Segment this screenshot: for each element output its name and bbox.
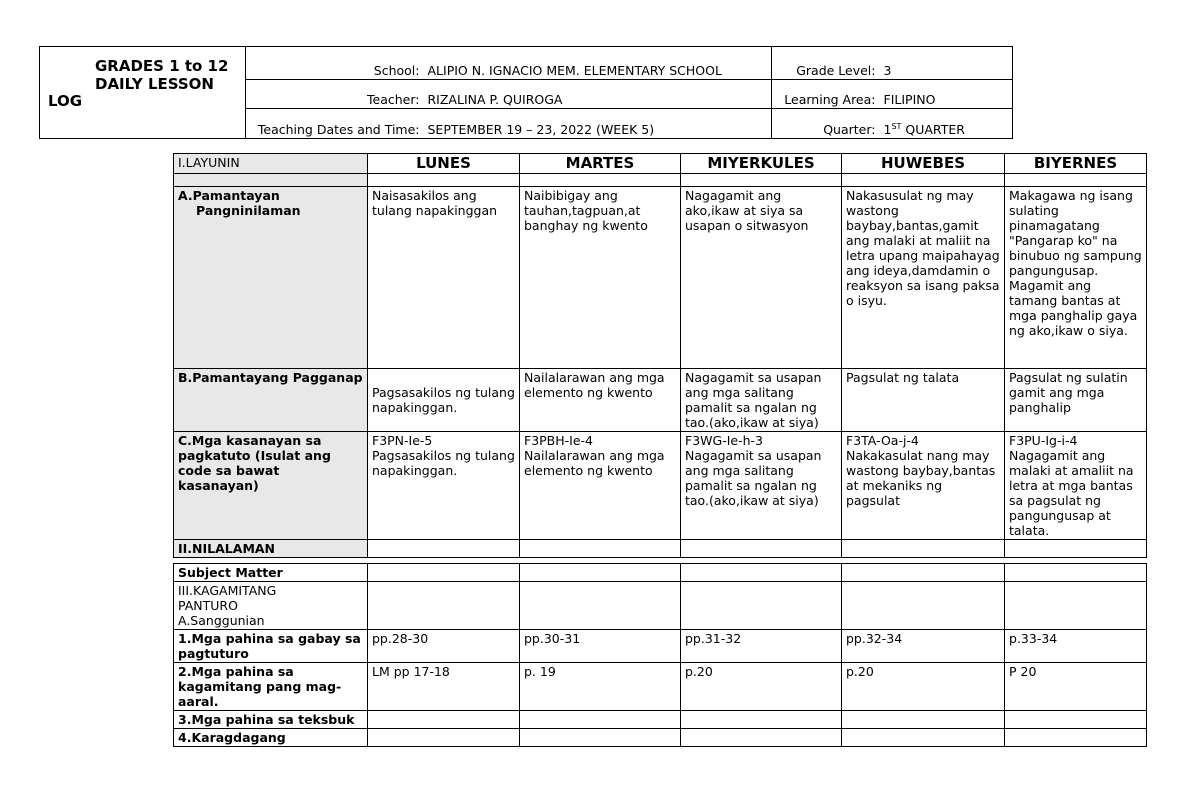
blank-cell: [842, 174, 1005, 187]
blank-cell: [1005, 729, 1147, 747]
learning-area-value: FILIPINO: [880, 80, 1013, 109]
c-text-huwebes: Nakakasulat nang may wastong baybay,bantas at mekaniks ng pagsulat: [846, 448, 996, 508]
grade-label: Grade Level:: [772, 47, 880, 80]
dates-label: Teaching Dates and Time:: [246, 109, 424, 139]
subject-matter-label: Subject Matter: [174, 564, 368, 582]
title-line-1: GRADES 1 to 12: [95, 57, 229, 75]
a-cell-martes: Naibibigay ang tauhan,tagpuan,at banghay ng kwento: [520, 187, 681, 369]
learning-area-label: Learning Area:: [772, 80, 880, 109]
kagamitang-line-1: III.KAGAMITANG: [178, 583, 277, 598]
b-cell-miyerkules: Nagagamit sa usapan ang mga salitang pamalit sa ngalan ng tao.(ako,ikaw at siya): [681, 369, 842, 432]
title-line-3: LOG: [48, 92, 83, 110]
gabay-cell-lunes: pp.28-30: [368, 630, 520, 663]
c-code-lunes: F3PN-Ie-5: [372, 433, 433, 448]
b-cell-huwebes: Pagsulat ng talata: [842, 369, 1005, 432]
pamantayan-a-line-1: A.Pamantayan: [178, 188, 280, 203]
c-text-biyernes: Nagagamit ang malaki at amaliit na letra at mga bantas sa pagsulat ng pangungusap at talata.: [1009, 448, 1134, 538]
kagamitan-label: 2.Mga pahina sa kagamitang pang mag-aaral.: [174, 663, 368, 711]
c-cell-huwebes: [842, 432, 1005, 540]
kasanayan-label: C.Mga kasanayan sa pagkatuto (Isulat ang code sa bawat kasanayan): [174, 432, 368, 540]
blank-cell: [520, 174, 681, 187]
blank-cell: [520, 564, 681, 582]
kagamitan-cell-miyerkules: p.20: [681, 663, 842, 711]
blank-cell: [842, 564, 1005, 582]
nilalaman-label: II.NILALAMAN: [174, 540, 368, 558]
blank-cell: [1005, 582, 1147, 630]
a-cell-miyerkules: Nagagamit ang ako,ikaw at siya sa usapan o sitwasyon: [681, 187, 842, 369]
b-cell-lunes: [368, 369, 520, 432]
day-header-lunes: LUNES: [368, 154, 520, 174]
c-text-miyerkules: Nagagamit sa usapan ang mga salitang pamalit sa ngalan ng tao.(ako,ikaw at siya): [685, 448, 822, 508]
blank-cell: [368, 582, 520, 630]
blank-cell: [520, 582, 681, 630]
pamantayan-a-line-2: Pangninilaman: [196, 203, 301, 218]
blank-cell: [368, 711, 520, 729]
kagamitan-cell-martes: p. 19: [520, 663, 681, 711]
c-text-lunes: Pagsasakilos ng tulang napakinggan.: [372, 448, 515, 478]
blank-cell: [842, 540, 1005, 558]
blank-cell: [520, 729, 681, 747]
blank-cell: [1005, 540, 1147, 558]
day-header-martes: MARTES: [520, 154, 681, 174]
kagamitan-cell-biyernes: P 20: [1005, 663, 1147, 711]
c-code-miyerkules: F3WG-Ie-h-3: [685, 433, 763, 448]
c-code-martes: F3PBH-Ie-4: [524, 433, 594, 448]
blank-cell: [368, 729, 520, 747]
grade-value: 3: [880, 47, 1013, 80]
day-header-miyerkules: MIYERKULES: [681, 154, 842, 174]
title-line-2: DAILY LESSON: [95, 75, 214, 93]
teacher-label: Teacher:: [246, 80, 424, 109]
day-header-huwebes: HUWEBES: [842, 154, 1005, 174]
blank-cell: [368, 540, 520, 558]
gabay-cell-huwebes: pp.32-34: [842, 630, 1005, 663]
document-title: [40, 47, 246, 139]
b-cell-martes: Nailalarawan ang mga elemento ng kwento: [520, 369, 681, 432]
kagamitang-label: [174, 582, 368, 630]
objectives-table: [173, 153, 1147, 558]
blank-cell: [681, 564, 842, 582]
school-value: ALIPIO N. IGNACIO MEM. ELEMENTARY SCHOOL: [424, 47, 772, 80]
kagamitan-cell-lunes: LM pp 17-18: [368, 663, 520, 711]
blank-cell: [681, 540, 842, 558]
quarter-label: Quarter:: [772, 109, 880, 139]
blank-cell: [368, 564, 520, 582]
blank-cell: [1005, 711, 1147, 729]
c-cell-miyerkules: [681, 432, 842, 540]
quarter-value: [880, 109, 1013, 139]
blank-cell: [681, 582, 842, 630]
blank-cell: [842, 729, 1005, 747]
blank-cell: [368, 174, 520, 187]
quarter-number: 1: [883, 122, 892, 137]
c-code-huwebes: F3TA-Oa-j-4: [846, 433, 919, 448]
blank-cell: [842, 582, 1005, 630]
blank-label-cell: [174, 174, 368, 187]
a-cell-lunes: Naisasakilos ang tulang napakinggan: [368, 187, 520, 369]
gabay-label: 1.Mga pahina sa gabay sa pagtuturo: [174, 630, 368, 663]
school-label: School:: [246, 47, 424, 80]
dates-value: SEPTEMBER 19 – 23, 2022 (WEEK 5): [424, 109, 772, 139]
b-cell-lunes-text: Pagsasakilos ng tulang napakinggan.: [372, 385, 515, 415]
quarter-text: QUARTER: [901, 122, 965, 137]
c-cell-lunes: [368, 432, 520, 540]
blank-cell: [520, 540, 681, 558]
c-code-biyernes: F3PU-Ig-i-4: [1009, 433, 1078, 448]
a-cell-biyernes: Makagawa ng isang sulating pinamagatang "Pangarap ko" na binubuo ng sampung pangungusap. Magamit ang tamang bantas at mga panghalip gaya ng ako,ikaw o siya.: [1005, 187, 1147, 369]
pamantayan-a-label: [174, 187, 368, 369]
karagdagang-label: 4.Karagdagang: [174, 729, 368, 747]
blank-cell: [681, 729, 842, 747]
c-cell-martes: [520, 432, 681, 540]
header-table: [39, 46, 1013, 139]
pamantayan-b-label: B.Pamantayang Pagganap: [174, 369, 368, 432]
kagamitan-cell-huwebes: p.20: [842, 663, 1005, 711]
teacher-value: RIZALINA P. QUIROGA: [424, 80, 772, 109]
blank-cell: [681, 174, 842, 187]
c-cell-biyernes: [1005, 432, 1147, 540]
materials-table: [173, 563, 1147, 747]
layunin-label: I.LAYUNIN: [174, 154, 368, 174]
b-cell-biyernes: Pagsulat ng sulatin gamit ang mga panghalip: [1005, 369, 1147, 432]
gabay-cell-biyernes: p.33-34: [1005, 630, 1147, 663]
c-text-martes: Nailalarawan ang mga elemento ng kwento: [524, 448, 665, 478]
day-header-biyernes: BIYERNES: [1005, 154, 1147, 174]
blank-cell: [1005, 174, 1147, 187]
a-cell-huwebes: Nakasusulat ng may wastong baybay,bantas,gamit ang malaki at maliit na letra upang maipahayag ang ideya,damdamin o reaksyon sa isang paksa o isyu.: [842, 187, 1005, 369]
blank-cell: [681, 711, 842, 729]
quarter-suffix: ST: [891, 121, 902, 131]
blank-cell: [842, 711, 1005, 729]
kagamitang-line-3: A.Sanggunian: [178, 613, 265, 628]
gabay-cell-miyerkules: pp.31-32: [681, 630, 842, 663]
gabay-cell-martes: pp.30-31: [520, 630, 681, 663]
blank-cell: [520, 711, 681, 729]
teksbuk-label: 3.Mga pahina sa teksbuk: [174, 711, 368, 729]
blank-cell: [1005, 564, 1147, 582]
kagamitang-line-2: PANTURO: [178, 598, 238, 613]
